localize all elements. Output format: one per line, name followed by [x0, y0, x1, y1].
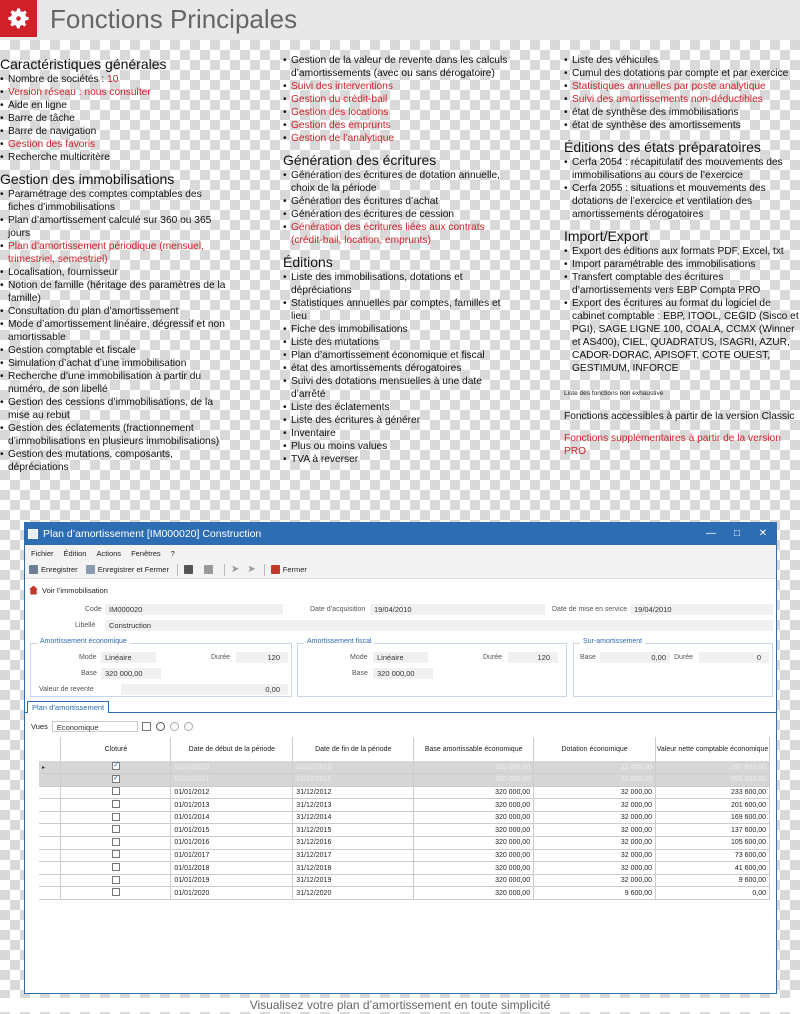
- cell-date-debut: 01/01/2019: [171, 874, 293, 887]
- cell-vnc: 169 600,00: [656, 811, 770, 824]
- cell-dotation: 22 400,00: [534, 761, 656, 774]
- revente-label: Valeur de revente: [39, 686, 94, 693]
- feature-list: [564, 245, 800, 375]
- cell-date-debut: 01/01/2016: [171, 837, 293, 850]
- libelle-field[interactable]: Construction: [105, 620, 773, 631]
- cloture-checkbox[interactable]: [61, 799, 171, 812]
- minimize-icon[interactable]: —: [706, 528, 716, 539]
- checkbox-icon[interactable]: [112, 876, 120, 884]
- list-item: • Gestion du crédit-bail: [283, 93, 515, 106]
- base-label: Base: [81, 670, 97, 677]
- list-item: • Export des éditions aux formats PDF, Excel, txt: [564, 245, 800, 258]
- list-item: • Liste des véhicules: [564, 54, 800, 67]
- date-acq-label: Date d’acquisition: [310, 606, 366, 613]
- list-item: • Gestion des mutations, composants, dépréciations: [0, 448, 230, 474]
- base-field[interactable]: 320 000,00: [373, 668, 433, 679]
- cell-vnc: 41 600,00: [656, 862, 770, 875]
- list-item: • Transfert comptable des écritures d’amortissements vers EBP Compta PRO: [564, 271, 800, 297]
- group-sur-amortissement: [573, 638, 773, 697]
- mode-label: Mode: [350, 654, 368, 661]
- cell-base: 320 000,00: [414, 799, 534, 812]
- feature-list: [0, 73, 230, 164]
- save-button[interactable]: Enregistrer: [29, 565, 78, 574]
- tab-plan-amortissement[interactable]: Plan d’amortissement: [27, 701, 109, 713]
- row-selector[interactable]: [39, 874, 61, 887]
- list-item: • Consultation du plan d’amortissement: [0, 305, 230, 318]
- cell-base: 320 000,00: [414, 887, 534, 900]
- list-item: • Barre de navigation: [0, 125, 230, 138]
- cell-date-fin: 31/12/2013: [293, 799, 414, 812]
- base-field[interactable]: 320 000,00: [101, 668, 161, 679]
- section-title: Éditions des états préparatoires: [564, 139, 761, 155]
- list-item: • Plan d’amortissement économique et fiscal: [283, 349, 515, 362]
- cell-base: 320 000,00: [414, 849, 534, 862]
- list-item: • Simulation d’achat d’une immobilisation: [0, 357, 230, 370]
- cell-dotation: 9 600,00: [534, 887, 656, 900]
- list-item: • Gestion des éclatements (fractionnement d’immobilisations en plusieurs immobilisations): [0, 422, 230, 448]
- cloture-checkbox[interactable]: [61, 862, 171, 875]
- list-item: • Suivi des dotations mensuelles à une date d’arrêté: [283, 375, 515, 401]
- views-bar: [31, 721, 193, 732]
- view-asset-link[interactable]: Voir l’immobilisation: [25, 579, 776, 601]
- checkbox-icon[interactable]: [112, 762, 120, 770]
- list-item: • Gestion de la valeur de revente dans les calculs d’amortissements (avec ou sans dérogatoire): [283, 54, 515, 80]
- cloture-checkbox[interactable]: [61, 811, 171, 824]
- close-icon[interactable]: ✕: [758, 528, 768, 539]
- cell-base: 320 000,00: [414, 837, 534, 850]
- cell-base: 320 000,00: [414, 786, 534, 799]
- list-item: • Génération des écritures de dotation annuelle, choix de la période: [283, 169, 515, 195]
- feature-list: [0, 188, 230, 474]
- cell-date-fin: 31/12/2017: [293, 849, 414, 862]
- list-item: • Barre de tâche: [0, 112, 230, 125]
- col-dotation[interactable]: Dotation économique: [534, 737, 656, 761]
- list-item: • Export des écritures au format du logiciel de cabinet comptable : EBP, ITOOL, CEGID (Sisco et PGI), SAGE LIGNE 100, COALA, CCMX (Winner et AS400), CIEL, QUADRATUS, ISAGRI, AZUR, CADOR-DORAC, APISOFT, COTE OUEST, GESTIMUM, INFORCE: [564, 297, 800, 375]
- page-title: Fonctions Principales: [50, 4, 298, 34]
- forward-button[interactable]: [247, 564, 255, 575]
- cell-date-fin: 31/12/2010: [293, 761, 414, 774]
- cell-date-debut: 01/01/2017: [171, 849, 293, 862]
- col-vnc[interactable]: Valeur nette comptable économique: [656, 737, 770, 761]
- duree-field[interactable]: 120: [236, 652, 288, 663]
- toolbar: [25, 561, 776, 579]
- print-icon: [184, 565, 193, 574]
- table-row[interactable]: [39, 786, 770, 799]
- app-icon: [28, 529, 38, 539]
- list-item: • Plan d’amortissement calculé sur 360 ou 365 jours: [0, 214, 230, 240]
- cell-dotation: 32 000,00: [534, 874, 656, 887]
- row-selector[interactable]: [39, 799, 61, 812]
- print-button[interactable]: [184, 565, 196, 574]
- menu-fenetres[interactable]: Fenêtres: [131, 548, 161, 558]
- row-selector[interactable]: [39, 774, 61, 787]
- base-field[interactable]: 0,00: [600, 652, 670, 663]
- cell-dotation: 32 000,00: [534, 811, 656, 824]
- save-icon: [29, 565, 38, 574]
- row-selector[interactable]: [39, 811, 61, 824]
- settings-icon[interactable]: [142, 722, 151, 731]
- cell-base: 320 000,00: [414, 774, 534, 787]
- group-title: Amortissement économique: [37, 638, 130, 645]
- arrow-left-icon: ➤: [230, 564, 240, 575]
- list-item: • Liste des écritures à générer: [283, 414, 515, 427]
- list-item: • Aide en ligne: [0, 99, 230, 112]
- cell-vnc: 265 600,00: [656, 774, 770, 787]
- section-title: Caractéristiques générales: [0, 56, 167, 72]
- date-mes-label: Date de mise en service: [552, 606, 628, 613]
- libelle-label: Libellé: [75, 622, 96, 629]
- gear-icon: [5, 5, 32, 32]
- row-selector[interactable]: [39, 786, 61, 799]
- cell-vnc: 137 600,00: [656, 824, 770, 837]
- row-selector[interactable]: [39, 837, 61, 850]
- duree-field[interactable]: 120: [508, 652, 558, 663]
- cell-base: 320 000,00: [414, 874, 534, 887]
- cloture-checkbox[interactable]: [61, 761, 171, 774]
- note-classic: Fonctions accessibles à partir de la version Classic: [564, 411, 795, 422]
- cell-date-debut: 01/01/2012: [171, 786, 293, 799]
- cell-vnc: 105 600,00: [656, 837, 770, 850]
- mode-select[interactable]: Linéaire: [101, 652, 156, 663]
- cell-dotation: 32 000,00: [534, 786, 656, 799]
- cell-dotation: 32 000,00: [534, 799, 656, 812]
- col-date-debut[interactable]: Date de début de la période: [171, 737, 293, 761]
- list-item: • Gestion comptable et fiscale: [0, 344, 230, 357]
- cell-base: 320 000,00: [414, 761, 534, 774]
- page-header: [0, 0, 800, 40]
- section-title: Gestion des immobilisations: [0, 171, 175, 187]
- list-item: • Gestion des cessions d’immobilisations, de la mise au rebut: [0, 396, 230, 422]
- window-title: Plan d’amortissement [IM000020] Construction: [43, 528, 262, 540]
- table-row[interactable]: [39, 849, 770, 862]
- list-item: • Gestion des emprunts: [283, 119, 515, 132]
- save-close-button[interactable]: Enregistrer et Fermer: [86, 565, 169, 574]
- cell-date-fin: 31/12/2015: [293, 824, 414, 837]
- table-header: [39, 737, 770, 761]
- cell-date-fin: 31/12/2020: [293, 887, 414, 900]
- list-item: • Paramétrage des comptes comptables des fiches d’immobilisations: [0, 188, 230, 214]
- list-item: • Plan d’amortissement périodique (mensuel, trimestriel, semestriel): [0, 240, 230, 266]
- list-item: • état des amortissements dérogatoires: [283, 362, 515, 375]
- group-economique: [30, 638, 292, 697]
- zoom-reset-icon[interactable]: [184, 722, 193, 731]
- cell-base: 320 000,00: [414, 862, 534, 875]
- cell-date-fin: 31/12/2014: [293, 811, 414, 824]
- tab-bar: [25, 701, 776, 713]
- back-button[interactable]: [231, 564, 239, 575]
- home-icon: [29, 586, 38, 595]
- list-item: • TVA à reverser: [283, 453, 515, 466]
- cloture-checkbox[interactable]: [61, 824, 171, 837]
- cell-dotation: 32 000,00: [534, 824, 656, 837]
- col-base[interactable]: Base amortissable économique: [414, 737, 534, 761]
- cell-vnc: 201 600,00: [656, 799, 770, 812]
- table-row[interactable]: [39, 837, 770, 850]
- zoom-out-icon[interactable]: [170, 722, 179, 731]
- column-right: [564, 54, 800, 458]
- feature-list: [564, 156, 800, 221]
- list-item: • Gestion des locations: [283, 106, 515, 119]
- cell-date-debut: 01/01/2015: [171, 824, 293, 837]
- duree-label: Durée: [483, 654, 503, 661]
- duree-field[interactable]: 0: [699, 652, 769, 663]
- cell-date-debut: 01/01/2013: [171, 799, 293, 812]
- cell-dotation: 32 000,00: [534, 774, 656, 787]
- list-item: • Plus ou moins values: [283, 440, 515, 453]
- amortization-table: [39, 737, 770, 900]
- checkbox-icon[interactable]: [112, 813, 120, 821]
- section-title: Génération des écritures: [283, 152, 437, 168]
- window-titlebar: [25, 523, 776, 545]
- list-item: • Recherche d’une immobilisation à partir du numéro, de son libellé: [0, 370, 230, 396]
- vues-label: Vues: [31, 722, 48, 731]
- checkbox-icon[interactable]: [112, 787, 120, 795]
- cloture-checkbox[interactable]: [61, 774, 171, 787]
- row-selector[interactable]: [39, 887, 61, 900]
- checkbox-icon[interactable]: [112, 775, 120, 783]
- note-non-exhaustive: Liste des fonctions non exhaustive: [564, 390, 664, 397]
- list-item: • Statistiques annuelles par poste analytique: [564, 80, 800, 93]
- list-item: • Localisation, fournisseur: [0, 266, 230, 279]
- maximize-icon[interactable]: □: [733, 528, 741, 539]
- cell-vnc: 297 600,00: [656, 761, 770, 774]
- cell-date-debut: 01/01/2011: [171, 774, 293, 787]
- app-window: [24, 522, 777, 994]
- list-item: • Liste des immobilisations, dotations et dépréciations: [283, 271, 515, 297]
- list-item: • Liste des mutations: [283, 336, 515, 349]
- cloture-checkbox[interactable]: [61, 874, 171, 887]
- list-item: • état de synthèse des immobilisations: [564, 106, 800, 119]
- preview-button[interactable]: [204, 565, 216, 574]
- feature-list: [564, 54, 800, 132]
- mode-select[interactable]: Linéaire: [373, 652, 428, 663]
- checkbox-icon[interactable]: [112, 838, 120, 846]
- cell-date-debut: 01/01/2018: [171, 862, 293, 875]
- zoom-in-icon[interactable]: [156, 722, 165, 731]
- cloture-checkbox[interactable]: [61, 887, 171, 900]
- row-selector[interactable]: [39, 862, 61, 875]
- list-item: • Génération des écritures d’achat: [283, 195, 515, 208]
- checkbox-icon[interactable]: [112, 800, 120, 808]
- table-row[interactable]: [39, 874, 770, 887]
- cell-date-fin: 31/12/2012: [293, 786, 414, 799]
- cloture-checkbox[interactable]: [61, 786, 171, 799]
- list-item: • Gestion de l’analytique: [283, 132, 515, 145]
- list-item: • Cerfa 2054 : récapitulatif des mouvements des immobilisations au cours de l’exercice: [564, 156, 800, 182]
- list-item: • Inventaire: [283, 427, 515, 440]
- logo: [0, 0, 37, 37]
- cloture-checkbox[interactable]: [61, 837, 171, 850]
- list-item: • Gestion des favoris: [0, 138, 230, 151]
- menubar: [25, 545, 776, 561]
- table-row[interactable]: [39, 824, 770, 837]
- column-middle: [283, 54, 515, 466]
- save-close-icon: [86, 565, 95, 574]
- cell-date-fin: 31/12/2019: [293, 874, 414, 887]
- list-item: • Import paramétrable des immobilisations: [564, 258, 800, 271]
- table-row[interactable]: [39, 799, 770, 812]
- section-title: Éditions: [283, 254, 333, 270]
- close-doc-icon: [271, 565, 280, 574]
- list-item: • Cerfa 2055 : situations et mouvements des dotations de l’exercice et ventilation des amortissements dérogatoires: [564, 182, 800, 221]
- table-row[interactable]: [39, 761, 770, 774]
- checkbox-icon[interactable]: [112, 863, 120, 871]
- table-row[interactable]: [39, 887, 770, 900]
- table-row[interactable]: [39, 862, 770, 875]
- list-item: • Liste des éclatements: [283, 401, 515, 414]
- menu-edition[interactable]: Édition: [63, 548, 87, 558]
- cell-vnc: 233 600,00: [656, 786, 770, 799]
- list-item: • Génération des écritures liées aux contrats (crédit-bail, location, emprunts): [283, 221, 515, 247]
- duree-label: Durée: [674, 654, 694, 661]
- cell-vnc: 73 600,00: [656, 849, 770, 862]
- arrow-right-icon: ➤: [247, 564, 256, 575]
- checkbox-icon[interactable]: [112, 888, 120, 896]
- section-title: Import/Export: [564, 228, 649, 244]
- list-item: • Cumul des dotations par compte et par exercice: [564, 67, 800, 80]
- cell-date-fin: 31/12/2016: [293, 837, 414, 850]
- col-date-fin[interactable]: Date de fin de la période: [293, 737, 414, 761]
- close-button[interactable]: Fermer: [271, 565, 307, 574]
- cell-base: 320 000,00: [414, 811, 534, 824]
- menu-fichier[interactable]: Fichier: [31, 548, 54, 558]
- date-acq-field[interactable]: 19/04/2010: [370, 604, 545, 615]
- menu-help[interactable]: ?: [170, 548, 175, 558]
- cell-date-debut: 01/01/2014: [171, 811, 293, 824]
- checkbox-icon[interactable]: [112, 850, 120, 858]
- cell-dotation: 32 000,00: [534, 849, 656, 862]
- list-item: • Mode d’amortissement linéaire, dégressif et non amortissable: [0, 318, 230, 344]
- duree-label: Durée: [211, 654, 231, 661]
- list-item: • Génération des écritures de cession: [283, 208, 515, 221]
- list-item: • Notion de famille (héritage des paramètres de la famille): [0, 279, 230, 305]
- list-item: • Fiche des immobilisations: [283, 323, 515, 336]
- group-fiscal: [297, 638, 567, 697]
- cell-dotation: 32 000,00: [534, 837, 656, 850]
- code-label: Code: [85, 606, 102, 613]
- table-row[interactable]: [39, 811, 770, 824]
- row-selector[interactable]: [39, 824, 61, 837]
- cell-date-debut: 01/01/2020: [171, 887, 293, 900]
- cell-vnc: 9 600,00: [656, 874, 770, 887]
- list-item: • Suivi des amortissements non-déductibles: [564, 93, 800, 106]
- row-selector[interactable]: [39, 849, 61, 862]
- menu-actions[interactable]: Actions: [96, 548, 122, 558]
- feature-list: [283, 271, 515, 466]
- base-label: Base: [580, 654, 596, 661]
- list-item: • Recherche multicritère: [0, 151, 230, 164]
- code-field[interactable]: IM000020: [105, 604, 283, 615]
- row-selector[interactable]: ▸: [39, 761, 61, 774]
- table-row[interactable]: [39, 774, 770, 787]
- preview-icon: [204, 565, 213, 574]
- cell-vnc: 0,00: [656, 887, 770, 900]
- list-item: • Statistiques annuelles par comptes, familles et lieu: [283, 297, 515, 323]
- list-item: • Version réseau : nous consulter: [0, 86, 230, 99]
- checkbox-icon[interactable]: [112, 825, 120, 833]
- base-label: Base: [352, 670, 368, 677]
- date-mes-field[interactable]: 19/04/2010: [630, 604, 773, 615]
- column-left: [0, 54, 230, 474]
- group-title: Sur-amortissement: [580, 638, 645, 645]
- list-item: • Nombre de sociétés : 10: [0, 73, 230, 86]
- feature-list: [283, 54, 515, 145]
- cloture-checkbox[interactable]: [61, 849, 171, 862]
- caption: Visualisez votre plan d’amortissement en toute simplicité: [0, 998, 800, 1012]
- list-item: • Suivi des interventions: [283, 80, 515, 93]
- note-pro: Fonctions supplémentaires à partir de la version PRO: [564, 433, 781, 457]
- feature-list: [283, 169, 515, 247]
- cell-base: 320 000,00: [414, 824, 534, 837]
- group-title: Amortissement fiscal: [304, 638, 375, 645]
- col-cloture[interactable]: Cloturé: [61, 737, 171, 761]
- mode-label: Mode: [79, 654, 97, 661]
- cell-date-fin: 31/12/2011: [293, 774, 414, 787]
- vues-select[interactable]: Economique: [52, 721, 138, 732]
- cell-date-fin: 31/12/2018: [293, 862, 414, 875]
- cell-date-debut: 01/01/2010: [171, 761, 293, 774]
- revente-field[interactable]: 0,00: [121, 684, 288, 695]
- list-item: • état de synthèse des amortissements: [564, 119, 800, 132]
- cell-dotation: 32 000,00: [534, 862, 656, 875]
